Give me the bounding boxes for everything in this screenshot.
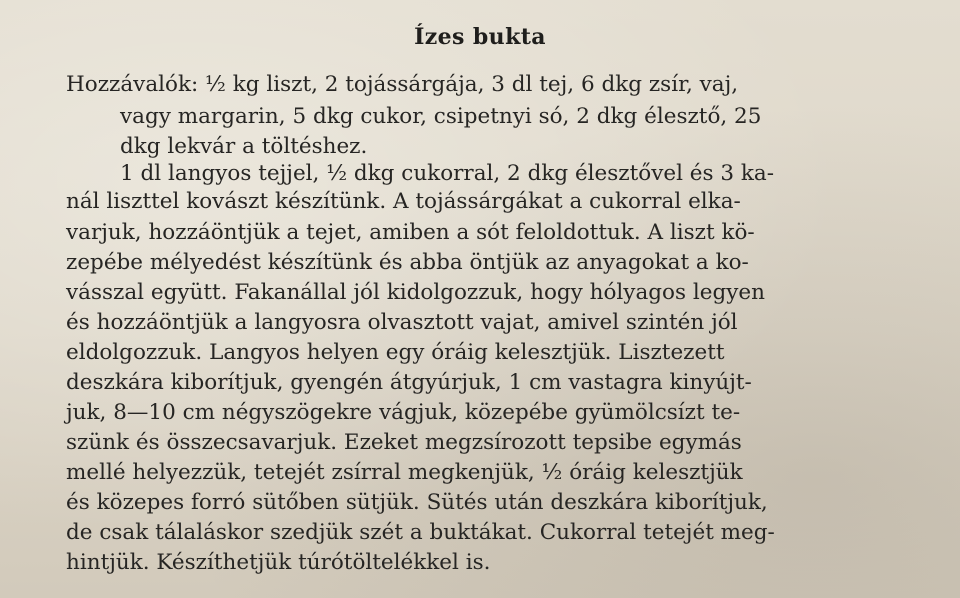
instructions-line-13: de csak tálaláskor szedjük szét a buktákat. Cukorral tetejét meg- [66,520,775,545]
instructions-line-4: zepébe mélyedést készítünk és abba öntjük az anyagokat a ko- [66,250,749,275]
ingredients-line-3: dkg lekvár a töltéshez. [120,134,368,159]
instructions-line-3: varjuk, hozzáöntjük a tejet, amiben a sót feloldottuk. A liszt kö- [66,220,755,245]
ingredients-line-2: vagy margarin, 5 dkg cukor, csipetnyi só, 2 dkg élesztő, 25 [120,104,762,129]
instructions-line-7: eldolgozzuk. Langyos helyen egy óráig kelesztjük. Lisztezett [66,340,725,365]
instructions-line-5: vásszal együtt. Fakanállal jól kidolgozzuk, hogy hólyagos legyen [66,280,765,305]
ingredients-line-1: Hozzávalók: ½ kg liszt, 2 tojássárgája, 3 dl tej, 6 dkg zsír, vaj, [66,72,739,97]
instructions-line-9: juk, 8—10 cm négyszögekre vágjuk, közepébe gyümölcsízt te- [66,400,741,425]
instructions-line-2: nál liszttel kovászt készítünk. A tojássárgákat a cukorral elka- [66,189,741,214]
instructions-line-6: és hozzáöntjük a langyosra olvasztott vajat, amivel szintén jól [66,310,738,335]
instructions-line-11: mellé helyezzük, tetejét zsírral megkenjük, ½ óráig kelesztjük [66,460,743,485]
recipe-title: Ízes bukta [414,24,546,50]
instructions-line-12: és közepes forró sütőben sütjük. Sütés után deszkára kiborítjuk, [66,490,768,515]
instructions-line-1: 1 dl langyos tejjel, ½ dkg cukorral, 2 dkg élesztővel és 3 ka- [120,161,775,186]
instructions-line-10: szünk és összecsavarjuk. Ezeket megzsírozott tepsibe egymás [66,430,742,455]
instructions-line-14: hintjük. Készíthetjük túrótöltelékkel is. [66,550,491,575]
instructions-line-8: deszkára kiborítjuk, gyengén átgyúrjuk, 1 cm vastagra kinyújt- [66,370,752,395]
